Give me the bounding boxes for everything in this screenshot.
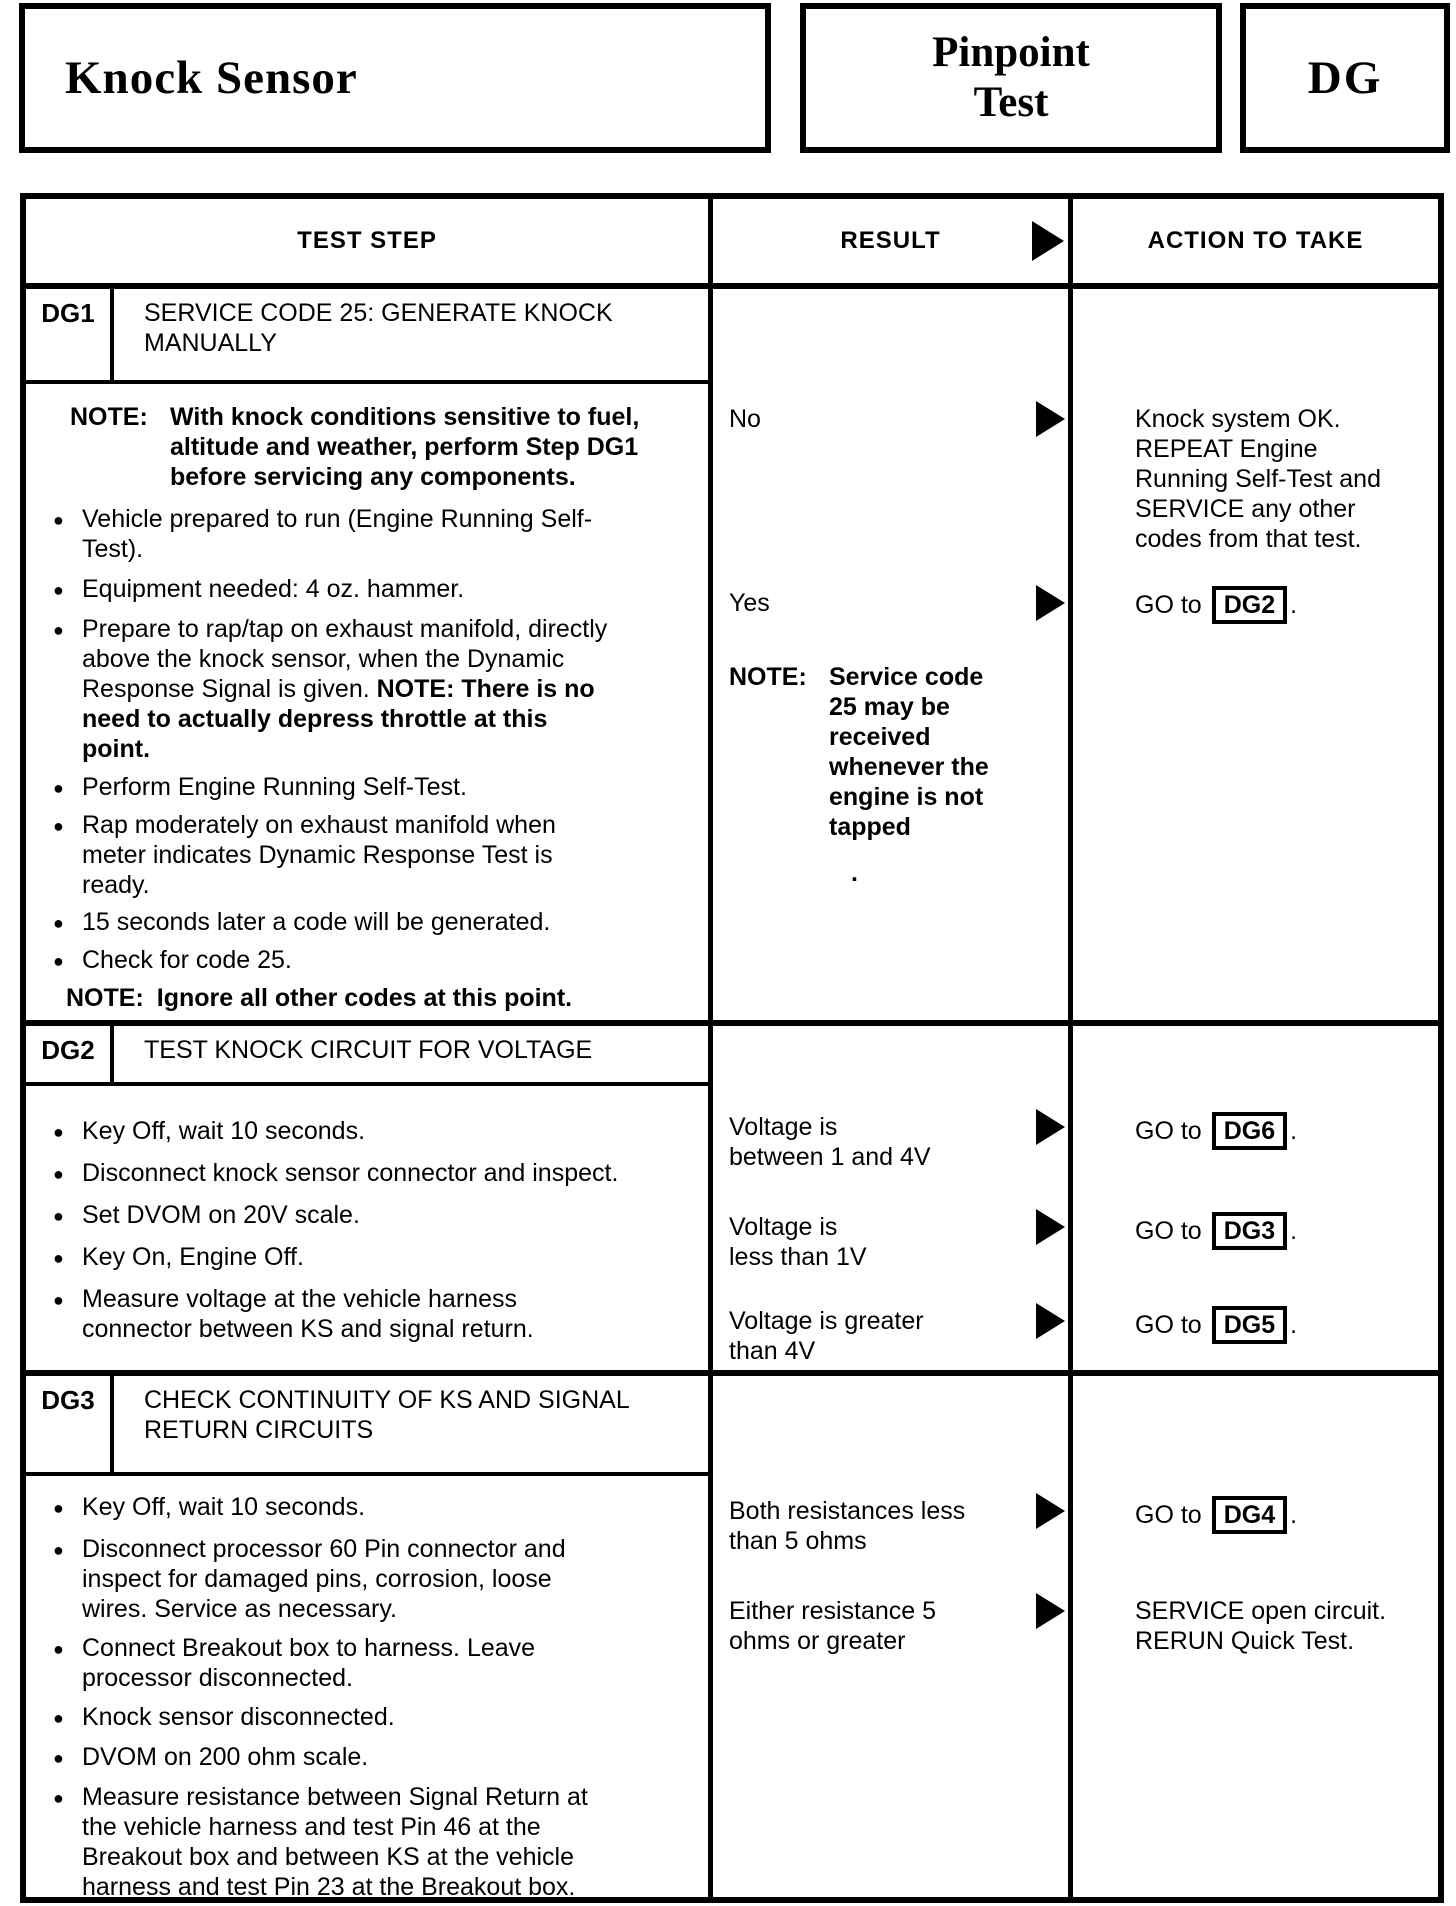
action-line: Knock system OK. bbox=[1135, 405, 1341, 433]
step-line: processor disconnected. bbox=[82, 1664, 353, 1692]
test-step-item bbox=[52, 772, 698, 802]
column-divider bbox=[1068, 199, 1073, 1897]
component-title: Knock Sensor bbox=[65, 52, 358, 104]
note-line: Service code bbox=[829, 663, 984, 691]
result-line: less than 1V bbox=[729, 1243, 867, 1271]
test-step-item bbox=[52, 1492, 698, 1522]
step-line: Test). bbox=[82, 535, 144, 563]
test-section-dg1 bbox=[26, 289, 1438, 1026]
step-line: ● Vehicle prepared to run (Engine Running Self- bbox=[82, 505, 593, 533]
step-title bbox=[114, 289, 621, 380]
action-goto-line bbox=[1135, 1212, 1432, 1250]
table-header-row bbox=[26, 199, 1438, 289]
test-step-item bbox=[52, 574, 698, 604]
test-type-box bbox=[800, 3, 1222, 153]
step-line: ● Measure resistance between Signal Return at bbox=[82, 1783, 588, 1811]
result-cell bbox=[713, 289, 1068, 1020]
test-section-dg3 bbox=[26, 1376, 1438, 1897]
step-line: the vehicle harness and test Pin 46 at the bbox=[82, 1813, 541, 1841]
action-goto-line bbox=[1135, 1306, 1432, 1344]
pinpoint-test-table bbox=[20, 193, 1444, 1903]
step-line: ● DVOM on 200 ohm scale. bbox=[82, 1743, 369, 1771]
result-arrow-icon bbox=[1036, 1109, 1065, 1145]
test-step-item bbox=[52, 1116, 698, 1146]
action-line: SERVICE any other bbox=[1135, 495, 1356, 523]
result-arrow-icon bbox=[1036, 1303, 1065, 1339]
note-label: NOTE: bbox=[729, 663, 807, 691]
action-block bbox=[1135, 586, 1432, 624]
stray-mark: . bbox=[851, 859, 858, 887]
note-line: 25 may be bbox=[829, 693, 950, 721]
test-step-item bbox=[52, 1534, 698, 1624]
result-line: Both resistances less bbox=[729, 1497, 966, 1525]
step-line: connector between KS and signal return. bbox=[82, 1315, 534, 1343]
section-code-box bbox=[1240, 3, 1450, 153]
step-line-text: Response Signal is given. bbox=[82, 675, 377, 703]
goto-step-box: DG5 bbox=[1212, 1306, 1287, 1344]
step-line: ● Check for code 25. bbox=[82, 946, 292, 974]
result-block bbox=[729, 588, 770, 618]
goto-step-box: DG6 bbox=[1212, 1112, 1287, 1150]
action-goto-line bbox=[1135, 586, 1432, 624]
goto-step-box: DG3 bbox=[1212, 1212, 1287, 1250]
step-line: harness and test Pin 23 at the Breakout box. bbox=[82, 1873, 576, 1897]
test-step-cell bbox=[26, 1086, 708, 1344]
test-step-item bbox=[52, 1782, 698, 1897]
action-block bbox=[1135, 404, 1432, 554]
note-block bbox=[70, 402, 698, 492]
action-block bbox=[1135, 1496, 1432, 1534]
step-line: ● Rap moderately on exhaust manifold when bbox=[82, 811, 556, 839]
note-block bbox=[66, 983, 698, 1013]
test-step-item bbox=[52, 1242, 698, 1272]
action-goto-text: GO to bbox=[1135, 1311, 1202, 1339]
step-line: need to actually depress throttle at this bbox=[82, 705, 548, 733]
test-step-item bbox=[52, 1702, 698, 1732]
result-line: between 1 and 4V bbox=[729, 1143, 931, 1171]
step-line: ● Measure voltage at the vehicle harness bbox=[82, 1285, 517, 1313]
step-title-line: SERVICE CODE 25: GENERATE KNOCK bbox=[144, 299, 613, 327]
action-goto-text: GO to bbox=[1135, 1217, 1202, 1245]
result-line: Yes bbox=[729, 589, 770, 617]
result-line: Voltage is bbox=[729, 1213, 838, 1241]
result-line: than 5 ohms bbox=[729, 1527, 867, 1555]
test-step-item bbox=[52, 1633, 698, 1693]
step-line: ready. bbox=[82, 871, 150, 899]
step-line: ● Equipment needed: 4 oz. hammer. bbox=[82, 575, 465, 603]
step-line: ● Knock sensor disconnected. bbox=[82, 1703, 395, 1731]
result-line: than 4V bbox=[729, 1337, 816, 1365]
step-line-note-text: NOTE: There is no bbox=[376, 675, 595, 703]
action-goto-period: . bbox=[1290, 1217, 1298, 1245]
column-header-result bbox=[713, 199, 1068, 283]
action-cell bbox=[1073, 1376, 1438, 1897]
step-line: Breakout box and between KS at the vehicle bbox=[82, 1843, 574, 1871]
action-goto-line bbox=[1135, 1112, 1432, 1150]
section-code: DG bbox=[1307, 52, 1383, 104]
step-title-box bbox=[26, 1376, 708, 1476]
step-title-line: RETURN CIRCUITS bbox=[144, 1416, 374, 1444]
note-label: NOTE: bbox=[70, 403, 148, 431]
action-line: codes from that test. bbox=[1135, 525, 1362, 553]
step-line: inspect for damaged pins, corrosion, loose bbox=[82, 1565, 552, 1593]
result-line: ohms or greater bbox=[729, 1627, 906, 1655]
note-line: With knock conditions sensitive to fuel, bbox=[170, 403, 640, 431]
column-header-label: TEST STEP bbox=[297, 227, 437, 254]
action-goto-text: GO to bbox=[1135, 591, 1202, 619]
step-title-line: MANUALLY bbox=[144, 329, 277, 357]
test-step-item bbox=[52, 945, 698, 975]
result-arrow-icon bbox=[1032, 221, 1064, 261]
action-line: SERVICE open circuit. bbox=[1135, 1597, 1387, 1625]
result-cell bbox=[713, 1026, 1068, 1370]
step-id: DG2 bbox=[26, 1026, 114, 1082]
step-id: DG1 bbox=[26, 289, 114, 380]
step-line: meter indicates Dynamic Response Test is bbox=[82, 841, 553, 869]
step-title bbox=[114, 1026, 600, 1082]
note-line: Ignore all other codes at this point. bbox=[156, 984, 573, 1012]
test-step-cell bbox=[26, 384, 708, 1013]
action-block bbox=[1135, 1306, 1432, 1344]
result-block bbox=[729, 1306, 924, 1366]
result-arrow-icon bbox=[1036, 585, 1065, 621]
step-id: DG3 bbox=[26, 1376, 114, 1472]
note-line: received bbox=[829, 723, 931, 751]
goto-step-box: DG4 bbox=[1212, 1496, 1287, 1534]
column-header-test-step bbox=[26, 199, 708, 283]
action-block bbox=[1135, 1596, 1432, 1656]
step-line: ● Prepare to rap/tap on exhaust manifold, directly bbox=[82, 615, 608, 643]
result-note-block bbox=[729, 662, 989, 888]
step-line bbox=[82, 674, 698, 704]
action-goto-period: . bbox=[1290, 1311, 1298, 1339]
result-block bbox=[729, 1212, 867, 1272]
step-line: ● Set DVOM on 20V scale. bbox=[82, 1201, 360, 1229]
action-block bbox=[1135, 1112, 1432, 1150]
step-line: ● Connect Breakout box to harness. Leave bbox=[82, 1634, 536, 1662]
result-line: Either resistance 5 bbox=[729, 1597, 937, 1625]
result-block bbox=[729, 1596, 936, 1656]
action-cell bbox=[1073, 1026, 1438, 1370]
action-goto-text: GO to bbox=[1135, 1117, 1202, 1145]
column-header-label: RESULT bbox=[840, 227, 941, 254]
step-title-line: TEST KNOCK CIRCUIT FOR VOLTAGE bbox=[144, 1036, 593, 1064]
test-step-item bbox=[52, 907, 698, 937]
test-type-line2: Test bbox=[973, 79, 1049, 126]
column-header-label: ACTION TO TAKE bbox=[1147, 227, 1364, 254]
step-line: ● Perform Engine Running Self-Test. bbox=[82, 773, 467, 801]
test-step-item bbox=[52, 1284, 698, 1344]
result-block bbox=[729, 1112, 931, 1172]
test-step-item bbox=[52, 1200, 698, 1230]
test-step-cell bbox=[26, 1476, 708, 1897]
step-line: ● 15 seconds later a code will be generated. bbox=[82, 908, 551, 936]
test-step-item bbox=[52, 504, 698, 564]
action-line: REPEAT Engine bbox=[1135, 435, 1318, 463]
step-title-line: CHECK CONTINUITY OF KS AND SIGNAL bbox=[144, 1386, 630, 1414]
step-line: ● Key Off, wait 10 seconds. bbox=[82, 1493, 366, 1521]
result-arrow-icon bbox=[1036, 401, 1065, 437]
note-line: before servicing any components. bbox=[170, 463, 576, 491]
column-header-action bbox=[1073, 199, 1438, 283]
action-block bbox=[1135, 1212, 1432, 1250]
note-line: altitude and weather, perform Step DG1 bbox=[170, 433, 639, 461]
result-arrow-icon bbox=[1036, 1209, 1065, 1245]
note-label: NOTE: bbox=[66, 984, 144, 1012]
step-line: ● Disconnect processor 60 Pin connector and bbox=[82, 1535, 566, 1563]
note-line: tapped bbox=[829, 813, 911, 841]
action-line: Running Self-Test and bbox=[1135, 465, 1381, 493]
result-arrow-icon bbox=[1036, 1493, 1065, 1529]
note-line: whenever the bbox=[829, 753, 989, 781]
action-cell bbox=[1073, 289, 1438, 1020]
step-line: above the knock sensor, when the Dynamic bbox=[82, 645, 565, 673]
step-title bbox=[114, 1376, 638, 1472]
result-cell bbox=[713, 1376, 1068, 1897]
step-line: ● Key On, Engine Off. bbox=[82, 1243, 304, 1271]
test-section-dg2 bbox=[26, 1026, 1438, 1376]
action-line: RERUN Quick Test. bbox=[1135, 1627, 1355, 1655]
step-line: ● Key Off, wait 10 seconds. bbox=[82, 1117, 366, 1145]
result-line: Voltage is bbox=[729, 1113, 838, 1141]
test-type-line1: Pinpoint bbox=[932, 29, 1090, 76]
column-divider bbox=[708, 199, 713, 1897]
result-arrow-icon bbox=[1036, 1593, 1065, 1629]
step-line: point. bbox=[82, 735, 151, 763]
result-line: No bbox=[729, 405, 761, 433]
test-step-item bbox=[52, 810, 698, 900]
action-goto-text: GO to bbox=[1135, 1501, 1202, 1529]
component-title-box bbox=[19, 3, 771, 153]
action-goto-period: . bbox=[1290, 591, 1298, 619]
note-body bbox=[829, 662, 989, 888]
result-line: Voltage is greater bbox=[729, 1307, 924, 1335]
step-line: ● Disconnect knock sensor connector and inspect. bbox=[82, 1159, 619, 1187]
step-line: wires. Service as necessary. bbox=[82, 1595, 397, 1623]
action-goto-period: . bbox=[1290, 1117, 1298, 1145]
test-step-item bbox=[52, 1158, 698, 1188]
test-step-item bbox=[52, 1742, 698, 1772]
action-goto-line bbox=[1135, 1496, 1432, 1534]
step-title-box bbox=[26, 1026, 708, 1086]
goto-step-box: DG2 bbox=[1212, 586, 1287, 624]
step-title-box bbox=[26, 289, 708, 384]
test-step-item bbox=[52, 614, 698, 764]
note-line: engine is not bbox=[829, 783, 984, 811]
result-block bbox=[729, 404, 761, 434]
result-block bbox=[729, 1496, 965, 1556]
action-goto-period: . bbox=[1290, 1501, 1298, 1529]
note-body bbox=[170, 402, 639, 492]
